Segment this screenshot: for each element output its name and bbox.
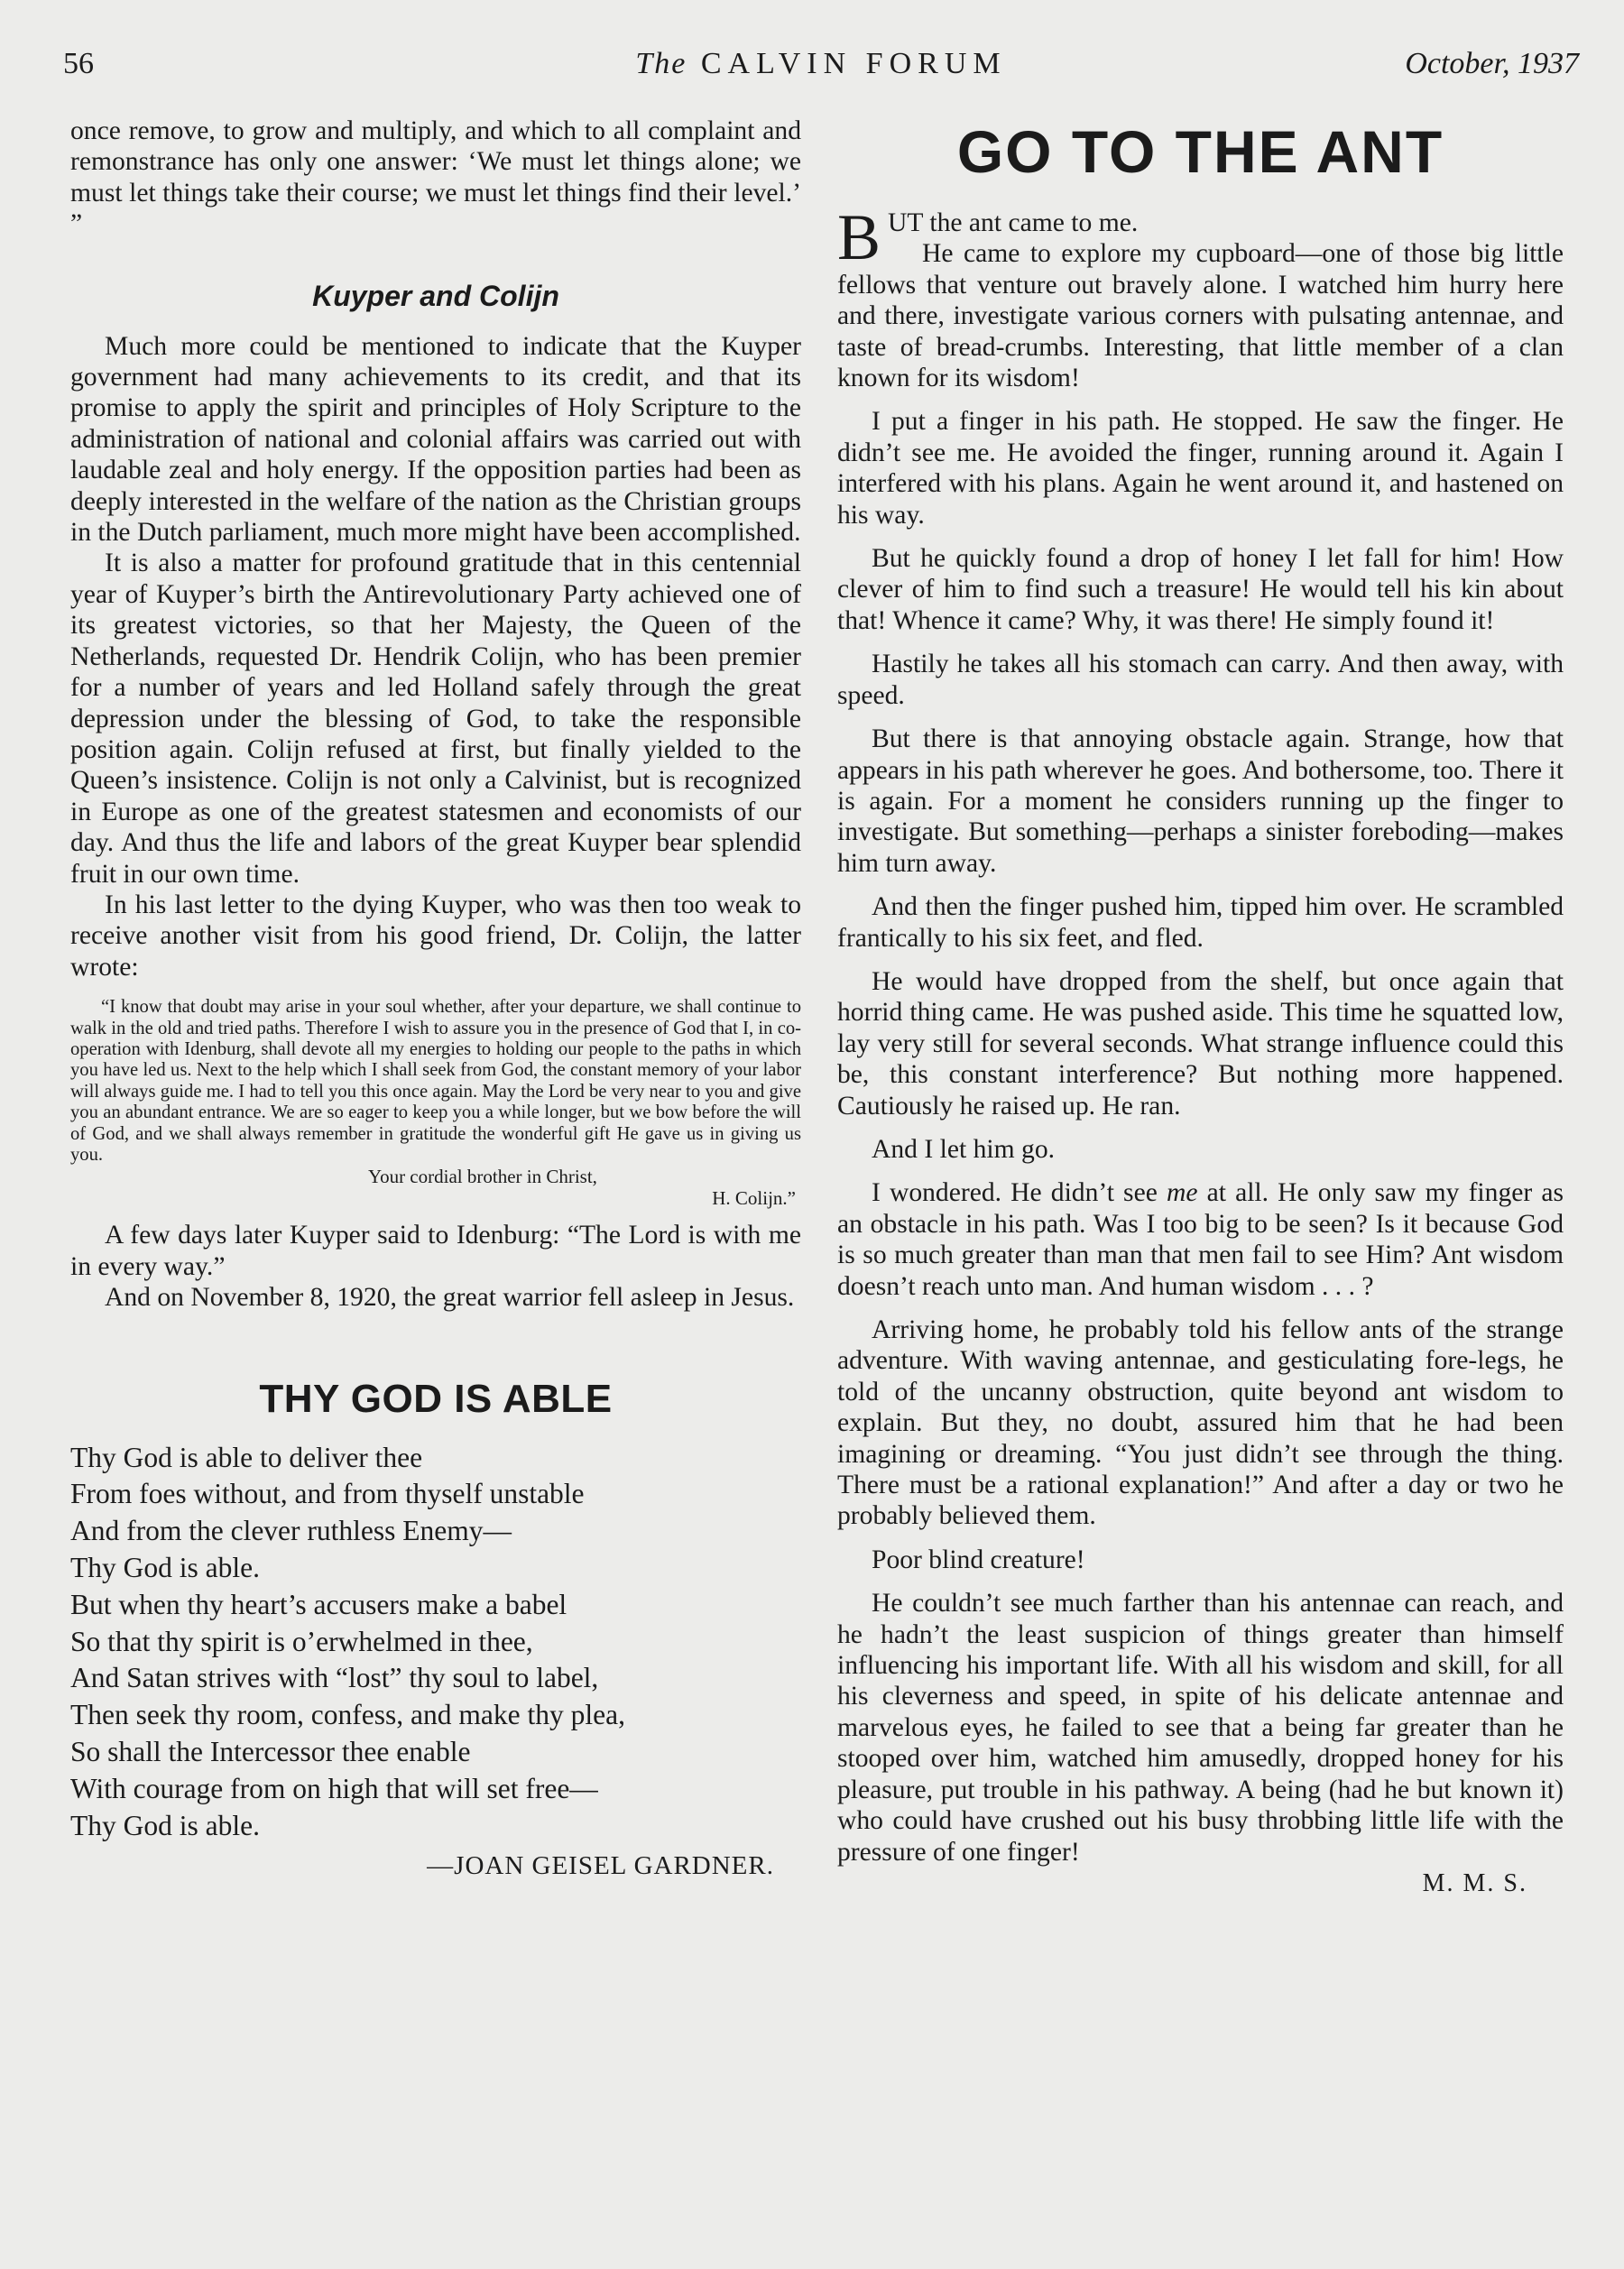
page-number: 56 bbox=[63, 47, 94, 80]
text-run: at all. He only saw my finger as an obstacle in his path. Was I too big to be seen? Is it because God is so much greater than man that men fail to see Him? Ant wisdom doesn’t reach unto man. And human wisdom . . . ? bbox=[837, 1178, 1564, 1301]
poem-line: With courage from on high that will set free— bbox=[70, 1772, 598, 1804]
journal-title-name: CALVIN FORUM bbox=[700, 47, 1007, 80]
body-paragraph: He would have dropped from the shelf, but once again that horrid thing came. He was pushed aside. This time he squatted low, lay very still for several seconds. What strange influence could this be, this constant interference? But nothing more happened. Cautiously he raised up. He ran. bbox=[837, 966, 1564, 1121]
body-paragraph: Arriving home, he probably told his fellow ants of the strange adventure. With waving antennae, and gesticulating fore-legs, he told of the uncanny obstruction, quite beyond ant wisdom to explain. But they, no doubt, assured him that he had been imagining or dreaming. “You just didn’t see through the thing. There must be a rational explanation!” And after a day or two he probably believed them. bbox=[837, 1315, 1564, 1531]
opening-paragraph bbox=[837, 201, 1564, 273]
poem-body bbox=[70, 1440, 801, 1845]
left-column bbox=[70, 115, 801, 1881]
body-paragraph: It is also a matter for profound gratitude that in this centennial year of Kuyper’s birth the Antirevolutionary Party achieved one of its greatest victories, so that her Majesty, the Queen of the Netherlands, requested Dr. Hendrik Colijn, who has been premier for a number of years and led Holland safely through the great depression under the blessing of God, to take the responsible position again. Colijn refused at first, but finally yielded to the Queen’s insistence. Colijn is not only a Calvinist, but is recognized in Europe as one of the greatest statesmen and economists of our day. And thus the life and labors of the great Kuyper bear splendid fruit in our own time. bbox=[70, 549, 801, 889]
poem-line: Thy God is able to deliver thee bbox=[70, 1441, 423, 1473]
body-paragraph: I put a finger in his path. He stopped. He saw the finger. He didn’t see me. He avoided the finger, running around it. Again I interfered with his plans. Again he went around it, and hastened on his way. bbox=[837, 407, 1564, 530]
poem-line: And from the clever ruthless Enemy— bbox=[70, 1515, 512, 1547]
quote-signature: H. Colijn.” bbox=[712, 1187, 796, 1210]
poem-line: And Satan strives with “lost” thy soul to label, bbox=[70, 1662, 599, 1694]
body-paragraph: A few days later Kuyper said to Idenburg: “The Lord is with me in every way.” bbox=[70, 1221, 801, 1281]
author-initials: M. M. S. bbox=[1422, 1868, 1527, 1897]
poem-line: Thy God is able. bbox=[70, 1809, 260, 1841]
body-paragraph: And I let him go. bbox=[872, 1134, 1056, 1164]
letter-quote bbox=[70, 997, 801, 1209]
article-title: GO TO THE ANT bbox=[956, 118, 1444, 185]
poem-line: So shall the Intercessor thee enable bbox=[70, 1736, 471, 1767]
body-paragraph: Poor blind creature! bbox=[872, 1545, 1085, 1574]
continued-paragraph: once remove, to grow and multiply, and which to all complaint and remonstrance has only one answer: ‘We must let things alone; we must let things take their course; we must let things find their level.’ ” bbox=[70, 116, 801, 239]
issue-date: October, 1937 bbox=[1405, 47, 1579, 80]
quote-closing: Your cordial brother in Christ, bbox=[368, 1166, 597, 1188]
opening-text: UT the ant came to me. bbox=[888, 208, 1139, 237]
text-run: I wondered. He didn’t see bbox=[872, 1178, 1167, 1208]
poem-line: But when thy heart’s accusers make a babel bbox=[70, 1588, 567, 1620]
journal-title bbox=[63, 47, 1579, 81]
body-paragraph: But he quickly found a drop of honey I let fall for him! How clever of him to find such a treasure! He would tell his kin about that! Whence it came? Why, it was there! He simply found it! bbox=[837, 544, 1564, 635]
right-column bbox=[837, 115, 1564, 1898]
body-paragraph: And then the finger pushed him, tipped him over. He scrambled frantically to his six feet, and fled. bbox=[837, 892, 1564, 953]
poem-line: So that thy spirit is o’erwhelmed in thee, bbox=[70, 1625, 533, 1657]
body-paragraph: He came to explore my cupboard—one of those big little fellows that venture out bravely alone. I watched him hurry here and there, investigate various corners with pulsating antennae, and taste of bread-crumbs. Interesting, that little member of a clan known for its wisdom! bbox=[837, 239, 1564, 393]
poem-line: From foes without, and from thyself unstable bbox=[70, 1478, 585, 1510]
drop-cap: B bbox=[837, 201, 881, 273]
quote-text: “I know that doubt may arise in your soul whether, after your departure, we shall continue to walk in the old and tried paths. Therefore I wish to assure you in the presence of God that I, in co-operation with Idenburg, shall devote all my energies to holding our people to the paths in which you have led us. Next to the help which I shall seek from God, the constant memory of your labor will always guide me. I had to tell you this once again. May the Lord be very near to you and give you an abundant entrance. We are so eager to keep you a while longer, but we bow before the will of God, and we shall always remember in gratitude the wonderful gift He gave us in giving us you. bbox=[70, 997, 801, 1165]
body-paragraph bbox=[837, 1177, 1564, 1302]
page-header bbox=[63, 47, 1579, 92]
poem-line: Then seek thy room, confess, and make thy plea, bbox=[70, 1699, 625, 1731]
poem-author: —JOAN GEISEL GARDNER. bbox=[427, 1851, 774, 1881]
body-paragraph: He couldn’t see much farther than his antennae can reach, and he hadn’t the least suspicion of things greater than himself influencing his important life. With all his wisdom and skill, for all his cleverness and speed, in spite of his delicate antennae and marvelous eyes, he failed to see that a being far greater than he stooped over him, watched him amusedly, dropped honey for his pleasure, put trouble in his pathway. A being (had he but known it) who could have crushed out his busy throbbing little life with the pressure of one finger! bbox=[837, 1589, 1564, 1867]
section-heading: Kuyper and Colijn bbox=[312, 279, 559, 312]
body-paragraph: And on November 8, 1920, the great warrior fell asleep in Jesus. bbox=[105, 1283, 795, 1313]
emphasis: me bbox=[1166, 1178, 1198, 1208]
body-paragraph: But there is that annoying obstacle again. Strange, how that appears in his path wherever he goes. And bothersome, too. There it is again. For a moment he considers running up the finger to investigate. But something—perhaps a sinister foreboding—makes him turn away. bbox=[837, 724, 1564, 878]
body-paragraph: Much more could be mentioned to indicate that the Kuyper government had many achievements to its credit, and that its promise to apply the spirit and principles of Holy Scripture to the administration of national and colonial affairs was carried out with laudable zeal and holy energy. If the opposition parties had been as deeply interested in the welfare of the nation as the Christian groups in the Dutch parliament, much more might have been accomplished. bbox=[70, 331, 801, 548]
journal-title-the: The bbox=[635, 47, 687, 80]
body-paragraph: Hastily he takes all his stomach can carry. And then away, with speed. bbox=[837, 650, 1564, 710]
poem-line: Thy God is able. bbox=[70, 1552, 260, 1584]
poem-title: THY GOD IS ABLE bbox=[259, 1376, 613, 1421]
body-paragraph: In his last letter to the dying Kuyper, who was then too weak to receive another visit from his good friend, Dr. Colijn, the latter wrote: bbox=[70, 890, 801, 982]
